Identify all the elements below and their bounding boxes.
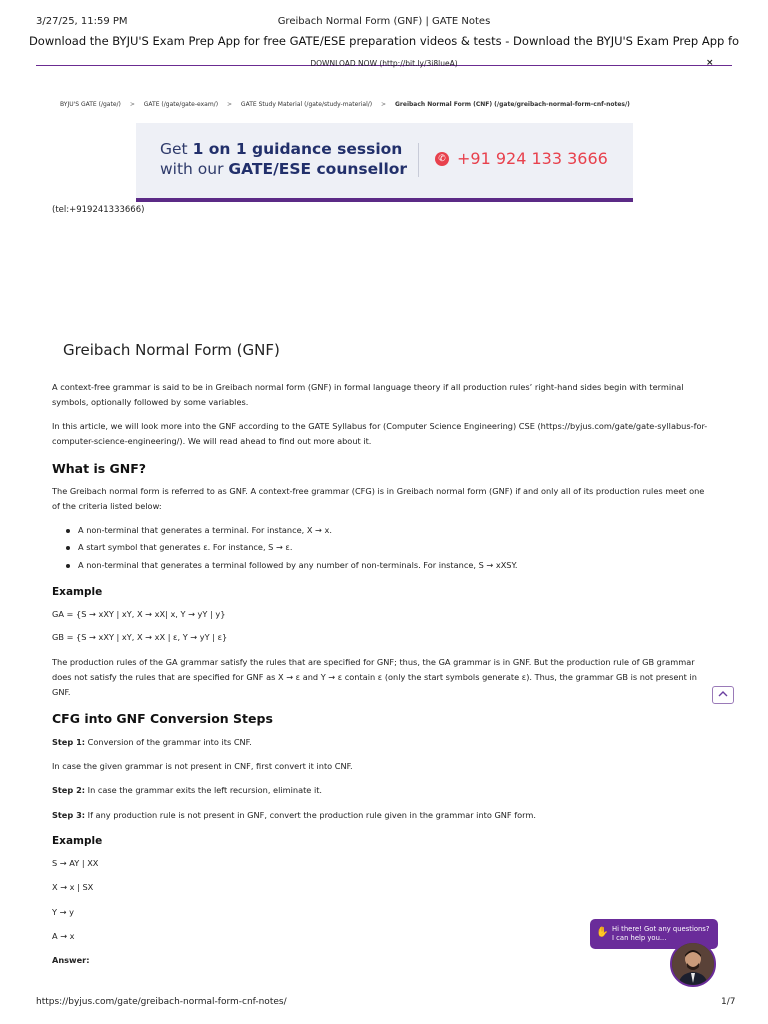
grammar-gb: GB = {S → xXY | xY, X → xX | ε, Y → yY | ε} (52, 632, 228, 642)
step-3-label: Step 3: (52, 810, 86, 820)
close-icon[interactable]: × (706, 58, 714, 68)
banner-text (160, 139, 407, 179)
breadcrumb-separator: > (381, 101, 387, 108)
download-now-link[interactable]: DOWNLOAD NOW (http://bit.ly/3i8lueA) (310, 59, 458, 68)
intro-paragraph-2: In this article, we will look more into the GNF according to the GATE Syllabus for (Computer Science Engineering) CSE (https://byjus.com/gate/gate-syllabus-for-computer-science-engineering/). We will read ahead to find out more about it. (52, 421, 708, 446)
production-rule: Y → y (52, 907, 74, 917)
scroll-to-top-button[interactable] (712, 686, 734, 704)
step-3-text: If any production rule is not present in GNF, convert the production rule given in the grammar into GNF form. (85, 810, 536, 820)
step-1-label: Step 1: (52, 737, 86, 747)
print-footer-url: https://byjus.com/gate/greibach-normal-form-cnf-notes/ (36, 997, 287, 1007)
criteria-item: A non-terminal that generates a terminal. For instance, X → x. (78, 525, 332, 535)
breadcrumb-separator: > (226, 101, 232, 108)
promo-text: Download the BYJU'S Exam Prep App for free GATE/ESE preparation videos & tests - Download the BYJU'S Exam Prep App fo (28, 34, 740, 48)
example-paragraph: The production rules of the GA grammar satisfy the rules that are specified for GNF; thus, the GA grammar is in GNF. But the production rule of GB grammar does not satisfy the rules that are specified for GNF as X → ε and Y → ε contain ε (only the start symbols generate ε). Thus, the grammar GB is not present in GNF. (52, 657, 697, 697)
breadcrumb (60, 101, 630, 108)
print-datetime: 3/27/25, 11:59 PM (36, 16, 128, 27)
person-avatar-icon (672, 943, 714, 985)
banner-line2-pre: with our (160, 160, 229, 178)
chat-agent-avatar[interactable] (670, 941, 716, 987)
production-rule: A → x (52, 931, 75, 941)
conversion-steps-heading: CFG into GNF Conversion Steps (52, 711, 273, 726)
step-2-label: Step 2: (52, 785, 86, 795)
example-heading: Example (52, 586, 103, 598)
criteria-item: A start symbol that generates ε. For instance, S → ε. (78, 542, 293, 552)
breadcrumb-item-byjus-gate[interactable]: BYJU'S GATE (/gate/) (60, 101, 121, 108)
step-1-note: In case the given grammar is not present in CNF, first convert it into CNF. (52, 761, 353, 771)
example-2-heading: Example (52, 835, 103, 847)
breadcrumb-item-study-material[interactable]: GATE Study Material (/gate/study-material/) (240, 101, 373, 108)
print-page-title: Greibach Normal Form (GNF) | GATE Notes (277, 16, 491, 27)
what-is-gnf-heading: What is GNF? (52, 461, 147, 476)
breadcrumb-item-current[interactable]: Greibach Normal Form (CNF) (/gate/greibach-normal-form-cnf-notes/) (394, 101, 630, 108)
step-2 (52, 785, 322, 795)
chat-bubble-text: Hi there! Got any questions? I can help you... (612, 925, 710, 942)
chevron-up-icon (718, 690, 728, 698)
step-1-text: Conversion of the grammar into its CNF. (85, 737, 252, 747)
production-rule: S → AY | XX (52, 858, 99, 868)
wave-hand-icon: ✋ (596, 927, 609, 938)
step-1 (52, 737, 252, 747)
what-is-gnf-paragraph: The Greibach normal form is referred to as GNF. A context-free grammar (CFG) is in Greibach normal form (GNF) if and only all of its production rules meet one of the criteria listed below: (52, 486, 705, 511)
intro-paragraph-1: A context-free grammar is said to be in Greibach normal form (GNF) in formal language theory if all production rules’ right-hand sides begin with terminal symbols, optionally followed by some variables. (52, 382, 684, 407)
article-title: Greibach Normal Form (GNF) (63, 341, 280, 359)
grammar-ga: GA = {S → xXY | xY, X → xX| x, Y → yY | y} (52, 609, 226, 619)
breadcrumb-separator: > (129, 101, 135, 108)
tel-link[interactable]: (tel:+919241333666) (52, 205, 145, 215)
answer-label: Answer: (52, 955, 90, 965)
banner-line1-pre: Get (160, 140, 193, 158)
production-rule: X → x | SX (52, 882, 94, 892)
criteria-item: A non-terminal that generates a terminal followed by any number of non-terminals. For instance, S → xXSY. (78, 560, 518, 570)
banner-line2-bold: GATE/ESE counsellor (228, 160, 408, 178)
banner-divider (418, 143, 419, 177)
print-page-number: 1/7 (721, 997, 736, 1007)
banner-line1-bold: 1 on 1 guidance session (192, 140, 403, 158)
phone-icon: ✆ (435, 152, 449, 166)
counselling-banner[interactable] (136, 123, 633, 202)
step-3 (52, 810, 536, 820)
banner-phone-number[interactable]: +91 924 133 3666 (457, 149, 608, 168)
step-2-text: In case the grammar exits the left recursion, eliminate it. (85, 785, 323, 795)
breadcrumb-item-gate[interactable]: GATE (/gate/gate-exam/) (143, 101, 219, 108)
